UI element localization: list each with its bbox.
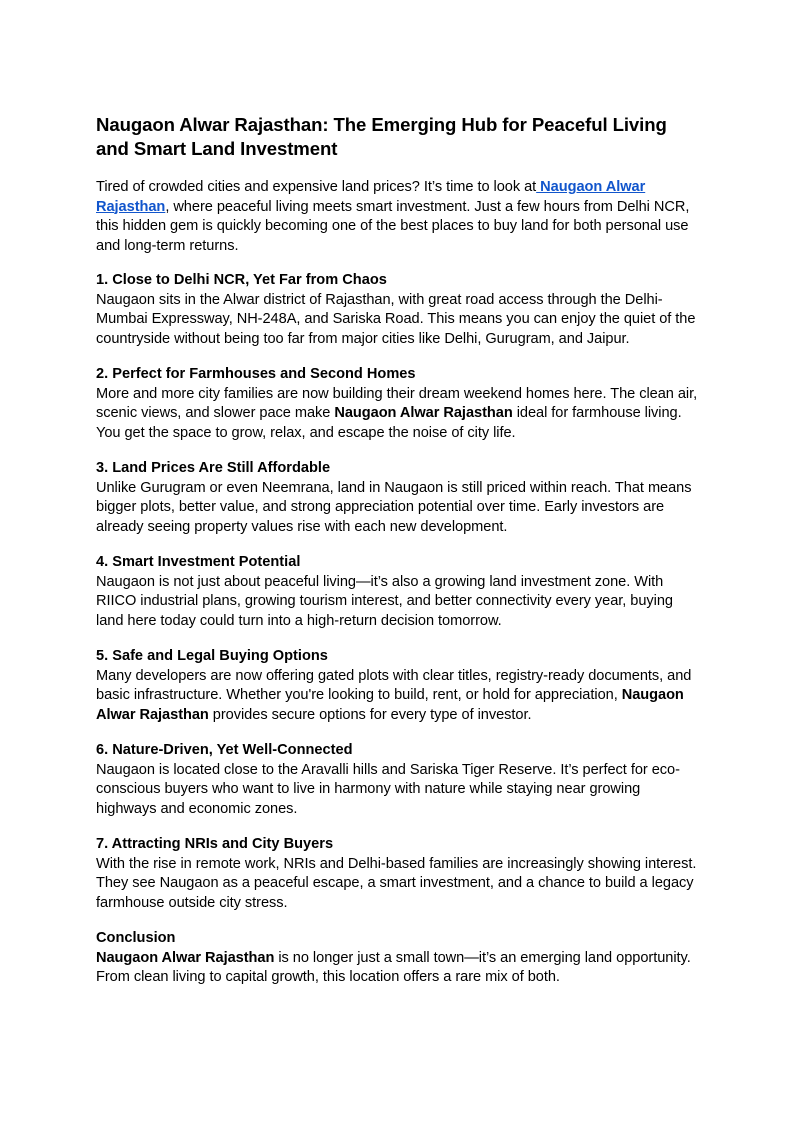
section-heading: 7. Attracting NRIs and City Buyers [96,836,334,852]
section-body: Naugaon is located close to the Aravalli hills and Sariska Tiger Reserve. It’s perfect for eco-conscious buyers who want to live in harmony with nature while staying near growing highways and economic zones. [96,761,680,817]
section-heading: 5. Safe and Legal Buying Options [96,648,328,664]
intro-paragraph [96,178,700,256]
section-body-text: More and more city families are now building their dream weekend homes here. The clean air, scenic views, and slower pace make [96,385,698,421]
conclusion-body-bold: Naugaon Alwar Rajasthan [96,949,275,966]
section-6 [96,741,700,819]
section-body: Unlike Gurugram or even Neemrana, land in Naugaon is still priced within reach. That means bigger plots, better value, and strong appreciation potential over time. Early investors are already seeing property values rise with each new development. [96,479,692,535]
section-body [96,667,700,726]
section-body [96,385,700,444]
section-heading: 2. Perfect for Farmhouses and Second Homes [96,366,416,382]
section-body-bold: Naugaon Alwar Rajasthan [96,687,684,723]
section-1 [96,271,700,349]
section-heading: 1. Close to Delhi NCR, Yet Far from Chaos [96,272,387,288]
document-title: Naugaon Alwar Rajasthan: The Emerging Hub for Peaceful Living and Smart Land Investment [96,114,667,159]
section-body: Naugaon is not just about peaceful living—it’s also a growing land investment zone. With RIICO industrial plans, growing tourism interest, and better connectivity every year, buying land here today could turn into a high-return decision tomorrow. [96,573,673,629]
conclusion-section [96,929,700,988]
section-body: With the rise in remote work, NRIs and Delhi-based families are increasingly showing interest. They see Naugaon as a peaceful escape, a smart investment, and a chance to build a legacy farmhouse outside city stress. [96,855,697,911]
section-heading: 3. Land Prices Are Still Affordable [96,460,331,476]
naugaon-alwar-rajasthan-link[interactable]: Naugaon Alwar Rajasthan [96,179,646,215]
intro-text-before-link: Tired of crowded cities and expensive land prices? It’s time to look at [96,179,537,195]
section-body-text: ideal for farmhouse living. You get the space to grow, relax, and escape the noise of city life. [96,405,682,441]
section-5 [96,647,700,725]
conclusion-heading: Conclusion [96,930,176,946]
document-page [96,113,700,1004]
section-body-text: Many developers are now offering gated plots with clear titles, registry-ready documents, and basic infrastructure. Whether you're looking to build, rent, or hold for appreciation, [96,667,692,703]
section-body-text: provides secure options for every type of investor. [208,706,532,723]
section-3 [96,459,700,537]
section-body: Naugaon sits in the Alwar district of Rajasthan, with great road access through the Delhi-Mumbai Expressway, NH-248A, and Sariska Road. This means you can enjoy the quiet of the countryside without being too far from major cities like Delhi, Gurugram, and Jaipur. [96,291,696,347]
section-heading: 6. Nature-Driven, Yet Well-Connected [96,742,353,758]
section-2 [96,365,700,443]
conclusion-body [96,949,700,988]
section-body-bold: Naugaon Alwar Rajasthan [334,405,513,421]
section-heading: 4. Smart Investment Potential [96,554,301,570]
conclusion-body-text: is no longer just a small town—it’s an emerging land opportunity. From clean living to capital growth, this location offers a rare mix of both. [96,949,691,985]
section-4 [96,553,700,631]
section-7 [96,835,700,913]
intro-text-after-link: , where peaceful living meets smart investment. Just a few hours from Delhi NCR, this hidden gem is quickly becoming one of the best places to buy land for both personal use and long-term returns. [96,198,690,254]
